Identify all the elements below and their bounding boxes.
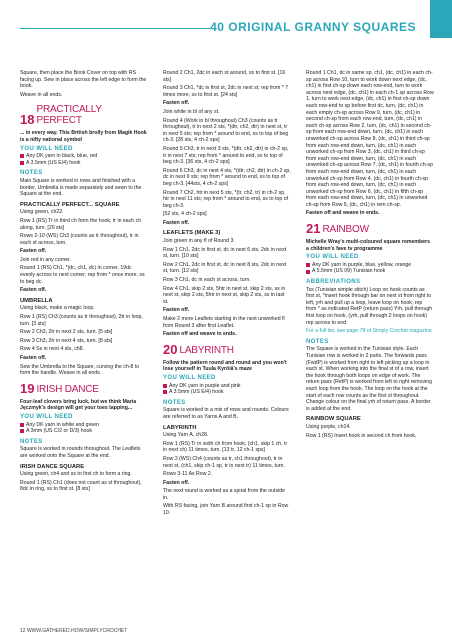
- body-text: Round 1 (RS) Ch1, *(dc, ch1, dc) in corner, 19dc evenly across to next corner; rep from * once more, ss to beg dc.: [20, 265, 145, 285]
- pattern-number: 18: [20, 112, 35, 128]
- body-text: Round 7 Ch2, htr in next 5 sts, *(tr, ch2, tr) in ch-2 sp, htr in next 11 sts; rep from * around to end, ss to top of beg ch-3.: [163, 189, 289, 209]
- body-text: Using green, ch22.: [20, 209, 64, 216]
- material-item: A 3.5mm (US E/4) hook: [163, 389, 291, 396]
- header-rule: [20, 28, 210, 29]
- body-text: Round 4 (Work in bl throughout) Ch3 (counts as tr throughout), tr in next 2 sts, *(dtr, ch2, dtr) in next st, tr in next 5 sts; rep from * around to end, ss to top of beg ch-3. [28 sts, 4 ch-2 sps]: [163, 117, 289, 144]
- body-text: Row 1 (RS) Tr in third ch from the hook, tr in each ch along, turn. [20 sts]: [20, 217, 142, 231]
- body-text: Fasten off.: [20, 287, 47, 294]
- body-text: Fasten off.: [163, 100, 190, 107]
- pattern-intro: ... in every way. This British brolly from Magik Hook is a nifty national symbol: [20, 130, 147, 143]
- body-text: The next round is worked as a spiral from the outside in.: [163, 488, 285, 501]
- bullet-square-icon: [20, 429, 24, 433]
- bullet-square-icon: [306, 263, 310, 267]
- body-text: Using black, make a magic loop.: [20, 305, 95, 312]
- body-text: Fasten off.: [20, 248, 47, 255]
- body-text: Join white in bl of any st.: [163, 108, 220, 115]
- body-text: Round 6 Ch3, dc in next 4 sts, *(dtr, ch2, dtr) in ch-2 sp, dc in next 9 sts; rep from * around to end, ss to top of beg ch-3. [44sts, 4 ch-2 sps]: [163, 167, 291, 187]
- pattern-intro: Michelle Wray's multi-coloured square remembers a children's fave tv programme: [306, 239, 430, 252]
- sub-heading: RAINBOW SQUARE: [306, 416, 361, 423]
- body-text: Fasten off and weave in ends.: [306, 210, 380, 217]
- sub-heading: UMBRELLA: [20, 297, 53, 304]
- pattern-heading-20: [163, 341, 291, 357]
- body-text: Row 2 (WS) Ch4 (counts as tr, ch1 throughout), tr in next st, (ch1, skip ch-1 sp, tr in next tr) 11 times, turn.: [163, 455, 285, 469]
- column-2: [163, 70, 291, 519]
- bullet-square-icon: [20, 423, 24, 427]
- pattern-number: 20: [163, 341, 178, 357]
- pattern-intro: Follow the pattern round and round and you won't lose yourself in Tuula Kyröiä's maze: [163, 359, 287, 373]
- body-text: Row 1 (RS) Tr in sixth ch from hook, (ch1, skip 1 ch, tr in next ch) 11 times, turn. [13 tr, 12 ch-1 sps]: [163, 440, 288, 454]
- material-item: A 3.5mm (US E/4) hook: [20, 160, 148, 167]
- body-text: Join green in any fl of Round 3.: [163, 238, 235, 245]
- body-text: Fasten off.: [163, 479, 190, 486]
- pattern-heading-18: [20, 104, 148, 126]
- body-text: The Square is worked in the Tunisian style. Each Tunisian row is worked in 2 parts. The forwards pass (FwdP) is worked from right to left picking up a loop in each st. When working into the final st of a row, insert the hook through both loops on edge of work. The return pass (RetP) is worked from left to right removing each loop from the hook. The loop on the hook at the start of each row counts as the first st throughout. Change colour on the final yrh of return pass. A border is added at the end.: [306, 346, 432, 412]
- pattern-name: LABYRINTH: [179, 344, 234, 356]
- bullet-square-icon: [163, 390, 167, 394]
- section-heading: NOTES: [20, 170, 43, 177]
- body-text: Using purple, ch14.: [306, 423, 351, 430]
- body-text: With RS facing, join Yarn B around first ch-1 sp in Row 10.: [163, 503, 289, 517]
- body-text: Using green, ch4 and ss to first ch to form a ring.: [20, 471, 132, 478]
- sub-heading: LABYRINTH: [163, 424, 197, 431]
- pattern-number: 21: [306, 221, 321, 237]
- header-corner-block: [430, 0, 452, 38]
- body-text: Main Square is worked in rows and finished with a border. Umbrella is made separately and sewn to the Square at the end.: [20, 177, 142, 198]
- bullet-square-icon: [163, 384, 167, 388]
- body-text: Row 4 Ch1, skip 2 sts, 5htr in next st, skip 2 sts, ss in next st, skip 2 sts, 5htr in next st, skip 2 sts, ss in last st.: [163, 285, 286, 305]
- body-text: Row 1 (RS) Insert hook in second ch from hook,: [306, 432, 417, 439]
- body-text: Join red in any corner.: [20, 256, 72, 263]
- body-text: Rows 2-10 (WS) Ch3 (counts as tr throughout), tr in each st across, turn.: [20, 233, 139, 246]
- bullet-square-icon: [20, 161, 24, 165]
- body-text: Row 2 Ch3, 2tr in next 2 sts, turn. [5 sts]: [20, 329, 113, 336]
- pattern-name: IRISH DANCE: [36, 383, 99, 395]
- body-text: Fasten off.: [163, 307, 190, 314]
- pattern-heading-21: [306, 223, 434, 235]
- bullet-square-icon: [20, 154, 24, 158]
- pattern-heading-19: [20, 380, 148, 396]
- reference-link[interactable]: For a full list, see page 78 of Simply Crochet magazine: [306, 328, 432, 335]
- page-header-title: 40 ORIGINAL GRANNY SQUARES: [210, 20, 416, 34]
- body-text: Round 2 Ch1, 2dc in each st around, ss to first st. [16 sts]: [163, 70, 286, 83]
- body-text: Sew the Umbrella to the Square, curving the ch-8 to form the handle. Weave in all ends.: [20, 363, 140, 377]
- section-heading: NOTES: [163, 399, 186, 406]
- section-heading: YOU WILL NEED: [163, 374, 216, 381]
- body-text: Fasten off and weave in ends.: [163, 331, 237, 338]
- body-text: Rows 3-11 As Row 2.: [163, 471, 213, 478]
- column-3: [306, 70, 434, 441]
- pattern-name: PRACTICALLY PERFECT: [36, 104, 102, 127]
- material-item: Any DK yarn in white and green: [20, 422, 148, 429]
- body-text: Row 3 Ch1, dc in each st across, turn.: [163, 277, 251, 284]
- material-item: A 3mm (US C/2 or D/3) hook: [20, 428, 148, 435]
- section-heading: NOTES: [306, 338, 329, 345]
- column-1: [20, 70, 148, 495]
- body-text: Fasten off.: [163, 219, 190, 226]
- body-text: Row 4 Ss in next 4 sts, ch8.: [20, 346, 85, 353]
- material-item: Any DK yarn in purple, blue, yellow, orange: [306, 262, 434, 269]
- body-text: Using Yarn A, ch28.: [163, 432, 209, 439]
- pattern-number: 19: [20, 380, 35, 396]
- bullet-square-icon: [306, 270, 310, 274]
- sub-heading: PRACTICALLY PERFECT... SQUARE: [20, 201, 120, 208]
- section-heading: YOU WILL NEED: [20, 145, 73, 152]
- body-text: Square is worked in a mix of rows and rounds. Colours are referred to as Yarns A and B.: [163, 407, 289, 420]
- body-text: Fasten off.: [20, 355, 47, 361]
- body-text: Square is worked in rounds throughout. The Leaflets are worked onto the Square at the end.: [20, 446, 141, 459]
- body-text: Row 1 (RS) Ch3 (counts as tr throughout), 2tr in loop, turn. [3 sts]: [20, 314, 143, 327]
- section-heading: NOTES: [20, 438, 43, 445]
- body-text: Round 5 Ch3, tr in next 3 sts, *(dtr, ch2, dtr) in ch-2 sp, tr in next 7 sts; rep from * around to end, ss to top of beg ch-3. [36 sts, 4 ch-2 sps]: [163, 145, 289, 166]
- section-heading: YOU WILL NEED: [306, 254, 359, 261]
- sub-heading: LEAFLETS (MAKE 3): [163, 230, 221, 237]
- body-text: Row 3 Ch3, 2tr in next 4 sts, turn. [8 sts]: [20, 337, 113, 344]
- material-item: Any DK yarn in black, blue, red: [20, 153, 148, 160]
- section-heading: YOU WILL NEED: [20, 413, 73, 420]
- body-text: Round 3 Ch1, *dc in first st, 2dc in next st; rep from * 7 times more, ss to first st. [24 sts]: [163, 85, 289, 98]
- body-text: Make 2 more Leaflets starting in the next unworked fl from Round 3 after first Leaflet.: [163, 316, 285, 329]
- pattern-intro: Four-leaf clovers bring luck, but we think Maria Jęczmyk's design will get your toes tapping...: [20, 398, 137, 412]
- sub-heading: IRISH DANCE SQUARE: [20, 463, 85, 470]
- section-heading: ABBREVIATIONS: [306, 279, 361, 286]
- body-text: Round 1 (RS) Ch1 (does not count as st throughout), 8dc in ring, ss to first st. [8 sts]: [20, 479, 142, 493]
- body-text: Weave in all ends.: [20, 91, 63, 98]
- body-text: Square, then place the Book Cover on top with RS facing up. Sew in place across the left edge to form the book.: [20, 70, 147, 90]
- body-text: [52 sts, 4 ch-2 sps]: [163, 211, 207, 218]
- body-text: Round 1 Ch1, dc in same sp, ch1, (dc, ch1) in each ch-sp across Row 10, turn to work down next edge, (dc, ch1) in first ch-sp down each row-end, turn to work across next edge, (dc, ch1) in each ch-1 sp across Row 1, turn to work next edge, (dc, ch1) in first ch-sp down each row-end to sp before first dc, turn, (dc, ch1) in each empty ch-sp across Row 9, turn, (dc, ch1) in second ch-sp from each row-end, turn, (dc, ch1) in each ch-sp across Row 2, turn, (dc, ch1) in second ch-sp from each row-end down, turn, (dc, ch1) in each unworked ch-sp across Row 8, (dc, ch1) in third ch-sp from each row-end down, turn, (dc, ch1) in each unworked ch-sp from Row 3, (dc, ch1) in third ch-sp from each row-end down, turn, (dc, ch1) in each unworked ch-sp across Row 7, (dc, ch1) in fourth ch-sp from each row-end down, turn, (dc, ch1) in each unworked ch-sp from Row 4, (dc, ch1) in fourth ch-sp from each row-end down, turn, (dc, ch1) in each unworked ch-sp from Row 6, (dc, ch1) in fifth ch-sp from each row-end down, turn, (dc, ch1) in unworked ch-sp from Row 5, (dc, ch1) in rem ch-sp.: [306, 70, 434, 208]
- page-footer: 12 WWW.GATHERED.HOW/SIMPLYCROCHET: [20, 628, 128, 634]
- material-item: A 5.5mm (US I/9) Tunisian hook: [306, 268, 434, 275]
- body-text: Row 2 Ch1, 2dc in first st, dc in next 8 sts, 2dc in next st, turn. [12 sts]: [163, 261, 287, 275]
- material-item: Any DK yarn in purple and pink: [163, 383, 291, 390]
- pattern-name: RAINBOW: [322, 224, 369, 236]
- body-text: Tss (Tunisian simple stitch) Loop on hook counts as first st, *insert hook through bar on next st from right to left, yrh and pull up a loop, leave loop on hook; rep from * as indicated RetP (return pass) Yrh, pull through first loop on hook, (yrh, pull through 2 loops on hook) rep across to end: [306, 286, 433, 326]
- body-text: Row 1 Ch1, 2dc in first st, dc in next 6 sts, 2dc in next st, turn. [10 sts]: [163, 246, 287, 260]
